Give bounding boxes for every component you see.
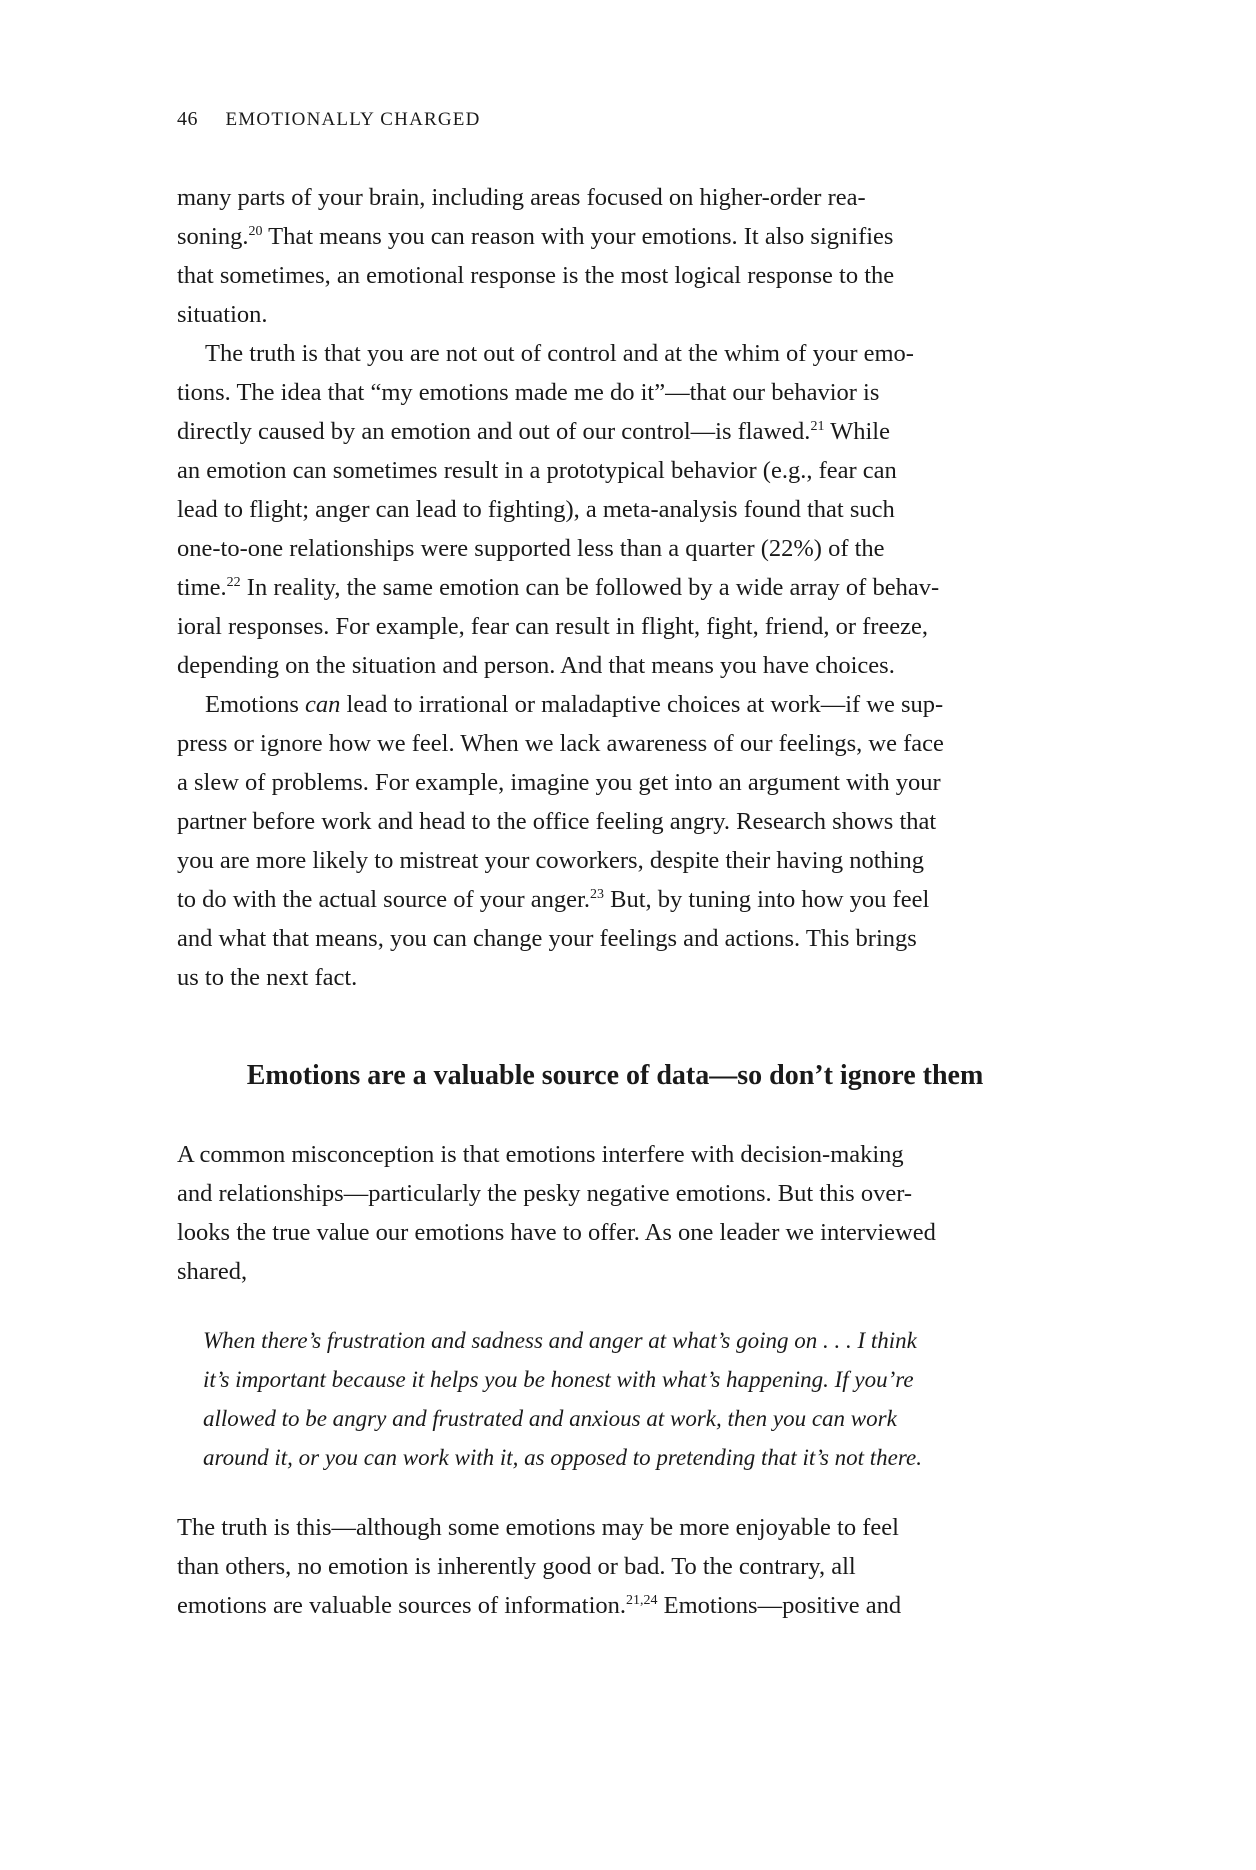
footnote-reference: 21 (810, 419, 825, 434)
text-line (177, 178, 1053, 217)
text-run: soning. (177, 223, 249, 250)
text-line (177, 1135, 1053, 1174)
text-run: around it, or you can work with it, as opposed to pretending that it’s not there. (203, 1445, 922, 1470)
text-run: time. (177, 574, 227, 601)
text-run: directly caused by an emotion and out of our control—is flawed. (177, 418, 811, 445)
text-run: partner before work and head to the office feeling angry. Research shows that (177, 808, 937, 835)
page-number: 46 (177, 108, 198, 130)
text-run: press or ignore how we feel. When we lack awareness of our feelings, we face (177, 730, 944, 757)
text-line (177, 334, 1053, 373)
text-run: a slew of problems. For example, imagine you get into an argument with your (177, 769, 941, 796)
text-run: than others, no emotion is inherently good or bad. To the contrary, all (177, 1553, 856, 1580)
text-run: lead to flight; anger can lead to fighting), a meta-analysis found that such (177, 496, 895, 523)
text-run: The truth is that you are not out of control and at the whim of your emo- (205, 340, 914, 367)
text-line (177, 412, 1053, 451)
text-run: to do with the actual source of your anger. (177, 886, 590, 913)
text-line (177, 490, 1053, 529)
text-run: ioral responses. For example, fear can result in flight, fight, friend, or freeze, (177, 613, 929, 640)
text-line (177, 685, 1053, 724)
footnote-reference: 22 (226, 575, 241, 590)
footnote-reference: 21,24 (626, 1593, 658, 1608)
text-run: But, by tuning into how you feel (603, 886, 930, 913)
text-line (203, 1438, 1025, 1477)
text-run: and what that means, you can change your feelings and actions. This brings (177, 925, 917, 952)
emphasis: can (305, 691, 341, 718)
body-text-section-2 (177, 1135, 1053, 1291)
text-line (177, 880, 1053, 919)
text-line (177, 373, 1053, 412)
text-run: emotions are valuable sources of information. (177, 1592, 627, 1619)
text-run: an emotion can sometimes result in a prototypical behavior (e.g., fear can (177, 457, 897, 484)
text-run: looks the true value our emotions have to offer. As one leader we interviewed (177, 1219, 936, 1246)
text-line (177, 1586, 1053, 1625)
text-line (203, 1321, 1025, 1360)
text-line (177, 1174, 1053, 1213)
text-line (177, 217, 1053, 256)
text-run: depending on the situation and person. And that means you have choices. (177, 652, 895, 679)
text-run: allowed to be angry and frustrated and anxious at work, then you can work (203, 1406, 897, 1431)
text-line (177, 451, 1053, 490)
running-head (177, 108, 481, 131)
text-run: Emotions—positive and (657, 1592, 902, 1619)
text-line (177, 919, 1053, 958)
text-line (177, 724, 1053, 763)
text-run: A common misconception is that emotions interfere with decision-making (177, 1141, 904, 1168)
text-run: In reality, the same emotion can be followed by a wide array of behav- (240, 574, 940, 601)
text-line (177, 607, 1053, 646)
running-head-title: EMOTIONALLY CHARGED (225, 109, 481, 130)
text-line (177, 841, 1053, 880)
body-text-section-3 (177, 1508, 1053, 1625)
text-run: Emotions (205, 691, 306, 718)
text-run: When there’s frustration and sadness and anger at what’s going on . . . I think (203, 1328, 917, 1353)
text-run: tions. The idea that “my emotions made me do it”—that our behavior is (177, 379, 880, 406)
text-line (177, 529, 1053, 568)
text-line (177, 958, 1053, 997)
text-line (177, 256, 1053, 295)
text-line (203, 1360, 1025, 1399)
text-run: it’s important because it helps you be honest with what’s happening. If you’re (203, 1367, 914, 1392)
text-run: us to the next fact. (177, 964, 358, 991)
text-line (177, 763, 1053, 802)
text-run: many parts of your brain, including areas focused on higher-order rea- (177, 184, 866, 211)
text-run: That means you can reason with your emotions. It also signifies (262, 223, 894, 250)
text-line (203, 1399, 1025, 1438)
text-run: that sometimes, an emotional response is the most logical response to the (177, 262, 895, 289)
text-run: you are more likely to mistreat your coworkers, despite their having nothing (177, 847, 925, 874)
text-line (177, 802, 1053, 841)
text-run: shared, (177, 1258, 248, 1285)
body-text-section-1 (177, 178, 1053, 997)
footnote-reference: 20 (248, 224, 263, 239)
text-line (177, 1547, 1053, 1586)
section-heading: Emotions are a valuable source of data—so don’t ignore them (246, 1060, 984, 1091)
text-line (177, 295, 1053, 334)
text-run: one-to-one relationships were supported less than a quarter (22%) of the (177, 535, 885, 562)
text-run: lead to irrational or maladaptive choices at work—if we sup- (340, 691, 944, 718)
text-run: and relationships—particularly the pesky negative emotions. But this over- (177, 1180, 913, 1207)
text-run: While (824, 418, 890, 445)
footnote-reference: 23 (589, 887, 604, 902)
text-line (177, 1508, 1053, 1547)
text-line (177, 646, 1053, 685)
text-line (177, 1252, 1053, 1291)
text-line (177, 568, 1053, 607)
text-run: situation. (177, 301, 268, 328)
text-run: The truth is this—although some emotions may be more enjoyable to feel (177, 1514, 899, 1541)
block-quote (203, 1321, 1025, 1477)
text-line (177, 1213, 1053, 1252)
